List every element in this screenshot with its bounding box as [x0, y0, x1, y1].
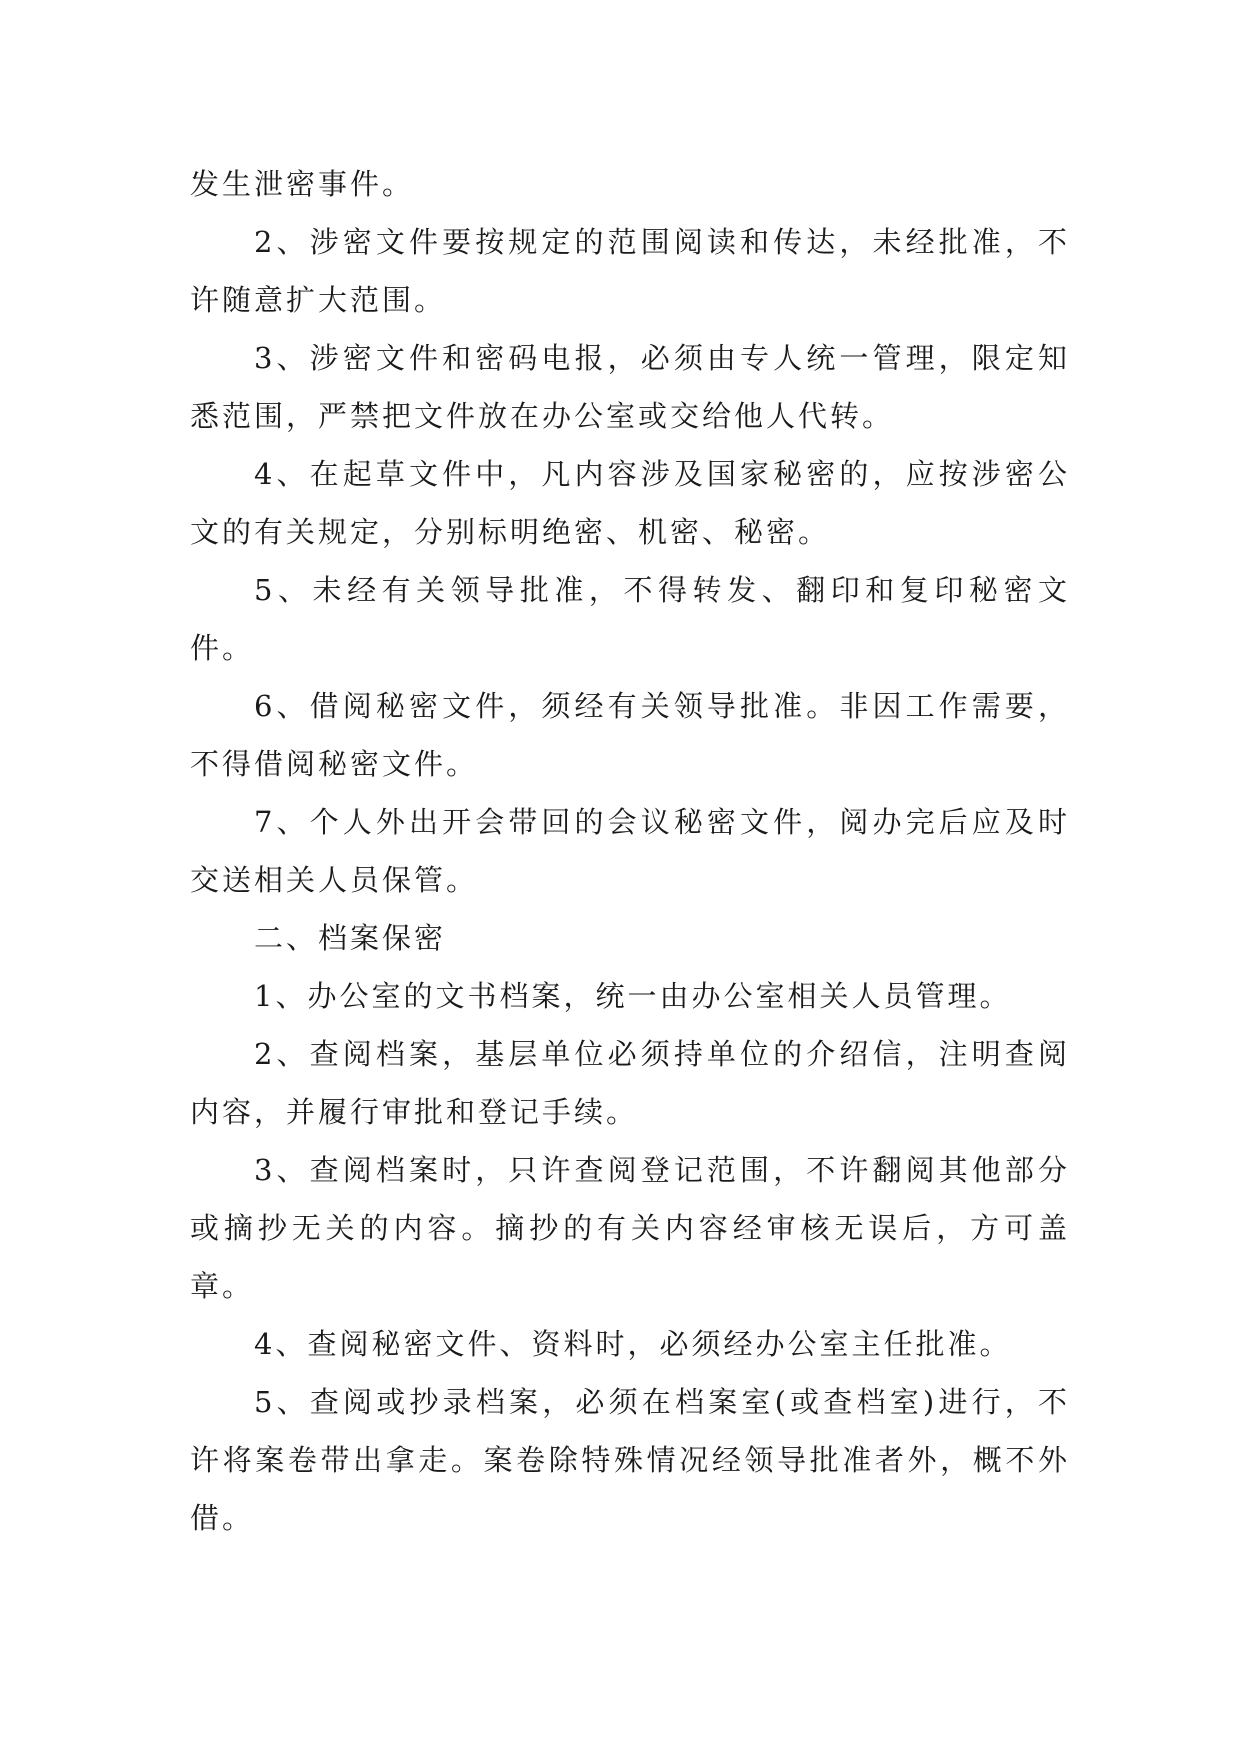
section-heading-archive-secrecy: 二、档案保密 [254, 921, 447, 955]
archive-item-3: 3、查阅档案时，只许查阅登记范围，不许翻阅其他部分或摘抄无关的内容。摘抄的有关内容经审核无误后，方可盖章。 [190, 1153, 1070, 1303]
paragraph-item-2: 2、涉密文件要按规定的范围阅读和传达，未经批准，不许随意扩大范围。 [190, 225, 1070, 317]
paragraph-item-3: 3、涉密文件和密码电报，必须由专人统一管理，限定知悉范围，严禁把文件放在办公室或交给他人代转。 [190, 341, 1070, 433]
paragraph-item-6: 6、借阅秘密文件，须经有关领导批准。非因工作需要，不得借阅秘密文件。 [190, 689, 1070, 781]
paragraph-continuation: 发生泄密事件。 [190, 167, 415, 201]
archive-item-4: 4、查阅秘密文件、资料时，必须经办公室主任批准。 [254, 1327, 1012, 1361]
paragraph-item-7: 7、个人外出开会带回的会议秘密文件，阅办完后应及时交送相关人员保管。 [190, 805, 1070, 897]
archive-item-1: 1、办公室的文书档案，统一由办公室相关人员管理。 [254, 979, 1012, 1013]
paragraph-item-5: 5、未经有关领导批准，不得转发、翻印和复印秘密文件。 [190, 573, 1070, 665]
paragraph-item-4: 4、在起草文件中，凡内容涉及国家秘密的，应按涉密公文的有关规定，分别标明绝密、机密、秘密。 [190, 457, 1070, 549]
archive-item-2: 2、查阅档案，基层单位必须持单位的介绍信，注明查阅内容，并履行审批和登记手续。 [190, 1037, 1070, 1129]
document-body [190, 155, 1070, 1547]
archive-item-5: 5、查阅或抄录档案，必须在档案室(或查档室)进行，不许将案卷带出拿走。案卷除特殊情况经领导批准者外，概不外借。 [190, 1385, 1070, 1535]
